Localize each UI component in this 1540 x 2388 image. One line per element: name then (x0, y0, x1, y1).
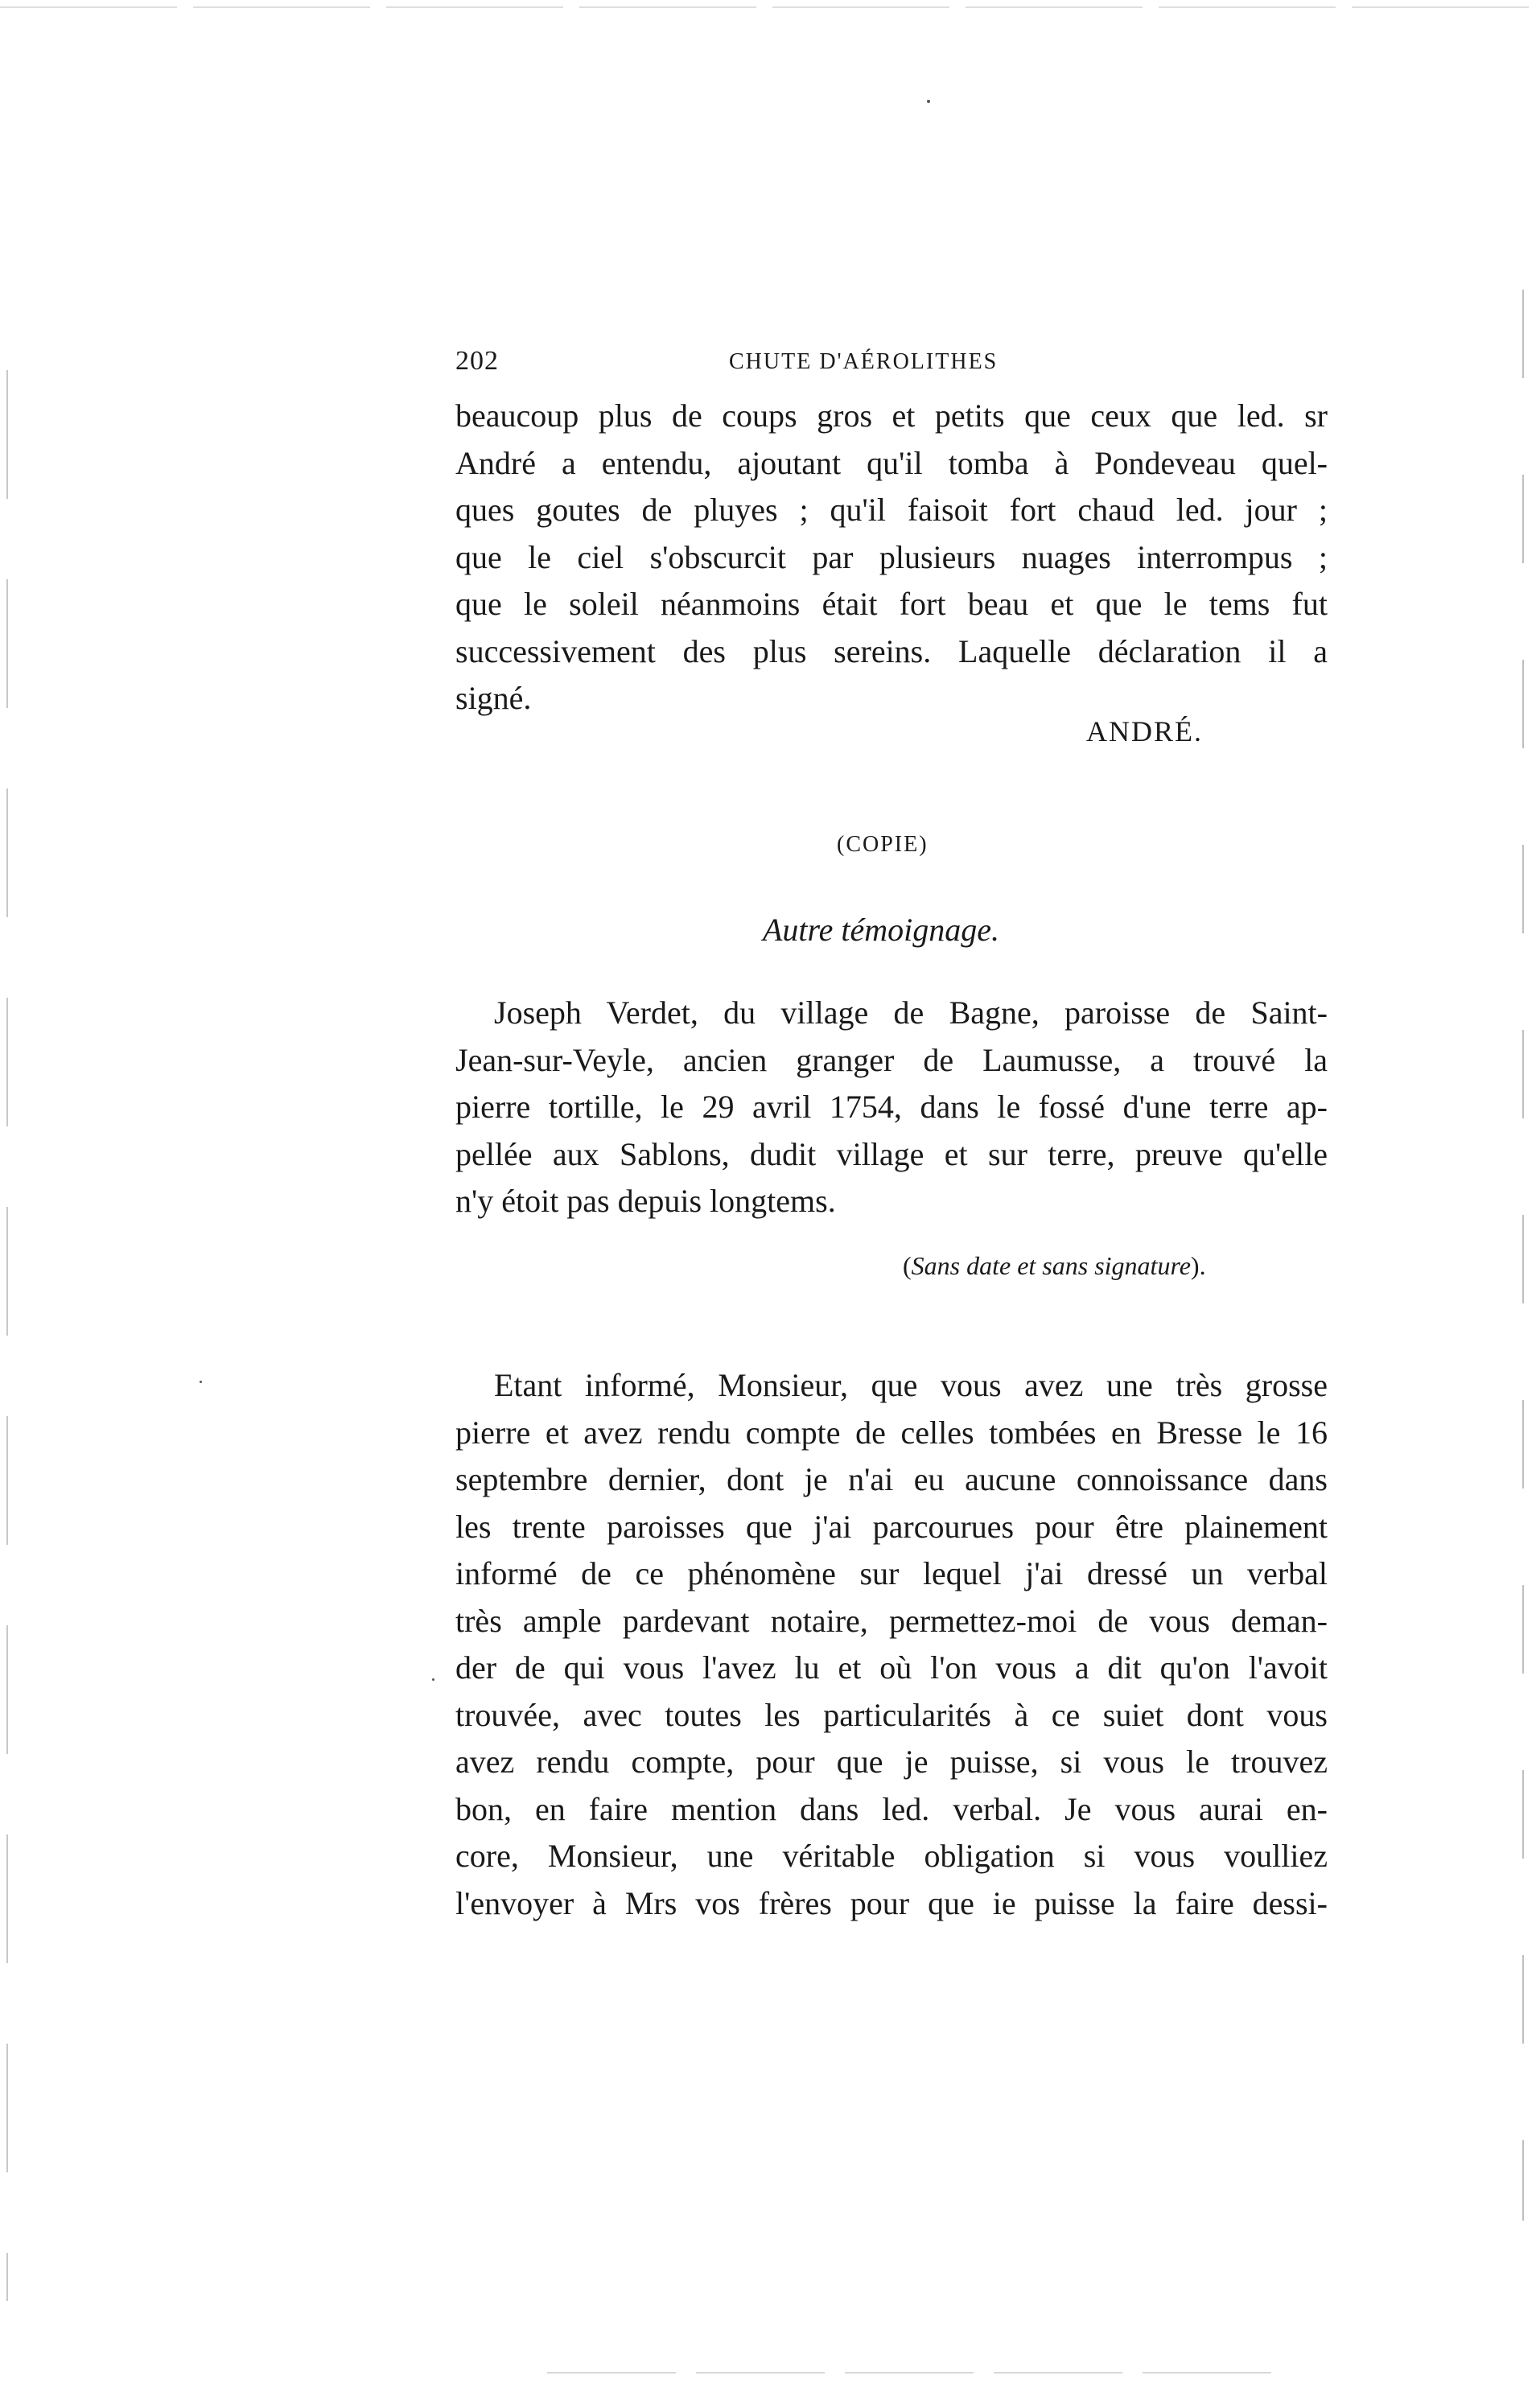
paragraph-letter (455, 1362, 1328, 1927)
paragraph-andre-declaration (455, 393, 1328, 723)
text-line: beaucoup plus de coups gros et petits que ceux que led. sr (455, 397, 1328, 434)
text-line: Joseph Verdet, du village de Bagne, paroisse de Saint- (494, 994, 1328, 1031)
text-line: trouvée, avec toutes les particularités à ce suiet dont vous (455, 1696, 1328, 1733)
note-close-paren: ). (1190, 1251, 1206, 1280)
paragraph-verdet-testimony (455, 990, 1328, 1225)
note-no-date (903, 1251, 1206, 1281)
text-line: très ample pardevant notaire, permettez-moi de vous deman- (455, 1602, 1328, 1639)
scan-speck (200, 1381, 202, 1383)
page-header (455, 346, 1328, 378)
note-text: Sans date et sans signature (911, 1251, 1191, 1280)
section-heading: Autre témoignage. (763, 912, 1000, 948)
text-line: les trente paroisses que j'ai parcourues pour être plainement (455, 1508, 1328, 1545)
text-line: der de qui vous l'avez lu et où l'on vous a dit qu'on l'avoit (455, 1649, 1328, 1686)
text-line: pierre tortille, le 29 avril 1754, dans le fossé d'une terre ap- (455, 1089, 1328, 1125)
text-line: n'y étoit pas depuis longtems. (455, 1183, 836, 1219)
text-line: core, Monsieur, une véritable obligation si vous voulliez (455, 1838, 1328, 1874)
text-line: successivement des plus sereins. Laquelle déclaration il a (455, 632, 1328, 669)
note-open-paren: ( (903, 1251, 912, 1280)
text-line: ques goutes de pluyes ; qu'il faisoit fort chaud led. jour ; (455, 492, 1328, 528)
page-number: 202 (455, 346, 499, 376)
scan-edge-left (6, 370, 8, 2301)
text-line: Jean-sur-Veyle, ancien granger de Laumusse, a trouvé la (455, 1041, 1328, 1078)
running-title: CHUTE D'AÉROLITHES (729, 349, 999, 374)
text-line: informé de ce phénomène sur lequel j'ai dressé un verbal (455, 1555, 1328, 1591)
copy-label: (COPIE) (837, 832, 929, 857)
text-line: que le ciel s'obscurcit par plusieurs nuages interrompus ; (455, 538, 1328, 575)
signature-andre: ANDRÉ. (1086, 715, 1203, 747)
text-line: signé. (455, 680, 532, 716)
text-line: pierre et avez rendu compte de celles tombées en Bresse le 16 (455, 1414, 1328, 1451)
scan-edge-bottom (547, 2372, 1271, 2374)
text-line: Etant informé, Monsieur, que vous avez une très grosse (494, 1367, 1328, 1403)
text-line: avez rendu compte, pour que je puisse, si vous le trouvez (455, 1744, 1328, 1780)
text-line: que le soleil néanmoins était fort beau et que le tems fut (455, 586, 1328, 622)
text-line: septembre dernier, dont je n'ai eu aucune connoissance dans (455, 1461, 1328, 1497)
text-line: André a entendu, ajoutant qu'il tomba à Pondeveau quel- (455, 444, 1328, 481)
scan-speck (927, 100, 930, 103)
scan-edge-top (0, 6, 1540, 8)
scan-edge-right (1522, 290, 1524, 2221)
text-line: bon, en faire mention dans led. verbal. Je vous aurai en- (455, 1790, 1328, 1827)
scan-speck (432, 1678, 434, 1681)
text-line: pellée aux Sablons, dudit village et sur terre, preuve qu'elle (455, 1135, 1328, 1172)
text-line: l'envoyer à Mrs vos frères pour que ie puisse la faire dessi- (455, 1884, 1328, 1921)
